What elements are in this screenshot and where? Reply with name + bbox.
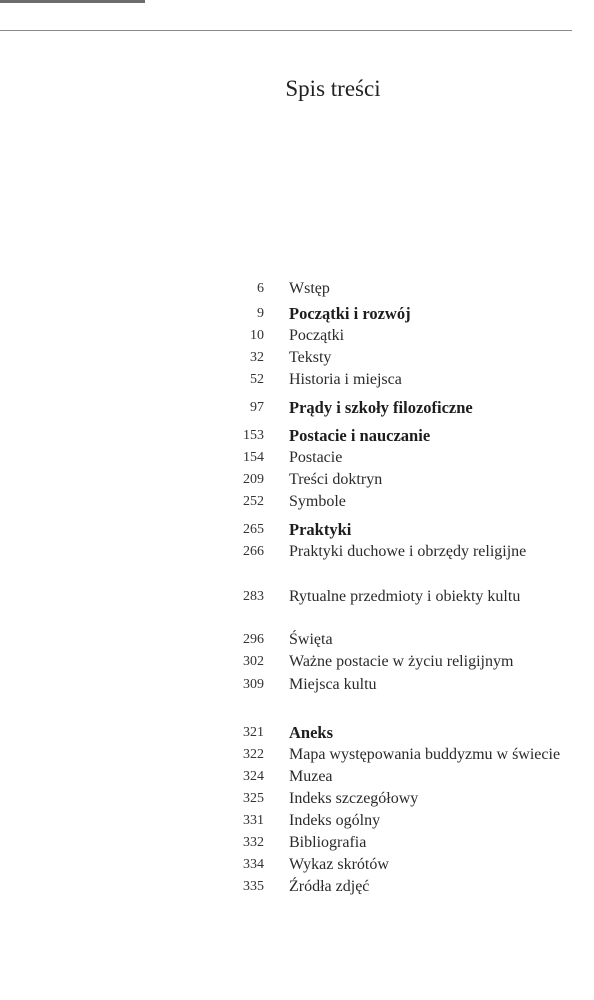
toc-page-number: 302 — [243, 654, 264, 669]
toc-page-number: 153 — [243, 428, 264, 443]
toc-entry[interactable] — [0, 876, 594, 898]
toc-entry[interactable] — [0, 854, 594, 876]
toc-entry[interactable] — [0, 278, 594, 300]
toc-page-number: 209 — [243, 472, 264, 487]
toc-entry[interactable] — [0, 491, 594, 513]
toc-entry[interactable] — [0, 810, 594, 832]
toc-entry[interactable] — [0, 766, 594, 788]
toc-section-title: Praktyki — [289, 520, 352, 539]
toc-page-number: 332 — [243, 835, 264, 850]
toc-entry-title: Początki — [289, 327, 345, 344]
toc-entry[interactable] — [0, 369, 594, 391]
toc-section-title: Prądy i szkoły filozoficzne — [289, 398, 473, 417]
toc-page-number: 252 — [243, 494, 264, 509]
toc-entry-title: Symbole — [289, 493, 346, 510]
toc-entry-title: Wykaz skrótów — [289, 856, 389, 873]
toc-page-number: 325 — [243, 791, 264, 806]
toc-page-number: 335 — [243, 879, 264, 894]
toc-page-number: 97 — [250, 400, 264, 415]
toc-page-number: 321 — [243, 725, 264, 740]
toc-entry[interactable] — [0, 586, 594, 608]
toc-section-title: Postacie i nauczanie — [289, 426, 431, 445]
toc-page-number: 10 — [250, 328, 264, 343]
toc-entry[interactable] — [0, 651, 594, 673]
toc-entry[interactable] — [0, 674, 594, 696]
toc-page-number: 324 — [243, 769, 264, 784]
toc-page-number: 322 — [243, 747, 264, 762]
toc-entry-title: Praktyki duchowe i obrzędy religijne — [289, 543, 527, 560]
toc-entry-title: Indeks szczegółowy — [289, 790, 419, 807]
toc-entry-title: Źródła zdjęć — [289, 878, 370, 895]
toc-section-title: Aneks — [289, 723, 334, 742]
toc-page-number: 154 — [243, 450, 264, 465]
toc-entry-title: Historia i miejsca — [289, 371, 402, 388]
toc-entry-title: Postacie — [289, 449, 343, 466]
toc-entry-title: Indeks ogólny — [289, 812, 381, 829]
toc-entry-title: Bibliografia — [289, 834, 367, 851]
toc-section-heading[interactable] — [0, 519, 594, 541]
toc-entry-title: Mapa występowania buddyzmu w świecie — [289, 746, 561, 763]
toc-entry-title: Treści doktryn — [289, 471, 383, 488]
toc-page-number: 309 — [243, 677, 264, 692]
page-title: Spis treści — [285, 76, 381, 101]
toc-section-heading[interactable] — [0, 303, 594, 325]
toc-page-number: 52 — [250, 372, 264, 387]
toc-entry[interactable] — [0, 447, 594, 469]
toc-entry-title: Miejsca kultu — [289, 676, 377, 693]
toc-page-number: 32 — [250, 350, 264, 365]
toc-page-number: 6 — [257, 281, 264, 296]
toc-entry-title: Teksty — [289, 349, 332, 366]
toc-section-heading[interactable] — [0, 425, 594, 447]
toc-entry[interactable] — [0, 347, 594, 369]
toc-page-number: 296 — [243, 632, 264, 647]
toc-page-number: 334 — [243, 857, 264, 872]
toc-entry[interactable] — [0, 788, 594, 810]
toc-entry[interactable] — [0, 629, 594, 651]
toc-section-heading[interactable] — [0, 397, 594, 419]
toc-page-number: 331 — [243, 813, 264, 828]
toc-page-number: 9 — [257, 306, 264, 321]
toc-page-number: 283 — [243, 589, 264, 604]
toc-entry[interactable] — [0, 325, 594, 347]
toc-section-title: Początki i rozwój — [289, 304, 411, 323]
toc-entry-title: Wstęp — [289, 280, 330, 297]
toc-entry[interactable] — [0, 469, 594, 491]
toc-entry[interactable] — [0, 744, 594, 766]
toc-entry-title: Muzea — [289, 768, 333, 785]
toc-page-number: 266 — [243, 544, 264, 559]
toc-page-number: 265 — [243, 522, 264, 537]
toc-entry[interactable] — [0, 541, 594, 563]
toc-entry-title: Święta — [289, 631, 333, 648]
toc-section-heading[interactable] — [0, 722, 594, 744]
toc-entry-title: Rytualne przedmioty i obiekty kultu — [289, 588, 521, 605]
toc-entry-title: Ważne postacie w życiu religijnym — [289, 653, 514, 670]
toc-entry[interactable] — [0, 832, 594, 854]
